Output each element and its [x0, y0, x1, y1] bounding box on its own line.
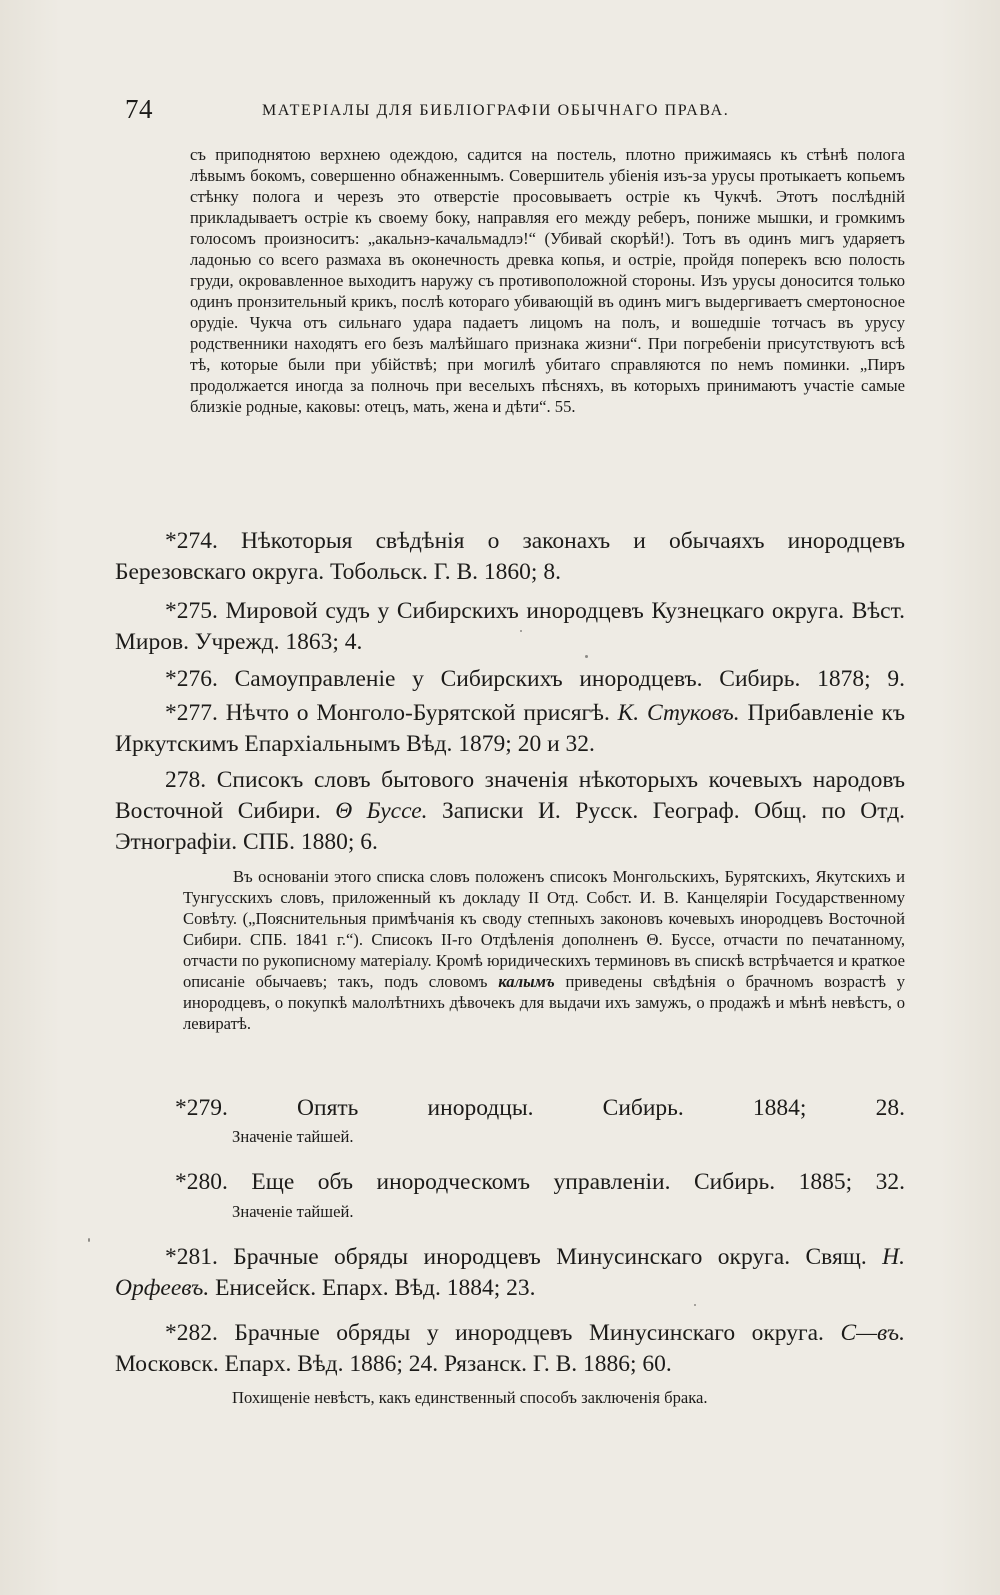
entry-author: С—въ. — [840, 1320, 905, 1346]
entry-280 — [125, 1167, 905, 1198]
entry-text: Мировой судъ у Сибирскихъ инородцевъ Кузнецкаго округа. Вѣст. Миров. Учрежд. 1863; 4. — [115, 598, 905, 655]
entry-text: Брачные обряды у инородцевъ Минусинскаго округа. — [234, 1320, 824, 1346]
entry-text: Еще объ инородческомъ управленіи. Сибирь. 1885; 32. — [251, 1169, 906, 1195]
print-speck — [585, 655, 588, 658]
entry-number: *281. — [165, 1244, 218, 1270]
entry-source: Прибавленіе къ Иркутскимъ Епархіальнымъ Вѣд. 1879; 20 и 32. — [115, 700, 906, 757]
entry-text: Самоуправленіе у Сибирскихъ инородцевъ. Сибирь. 1878; 9. — [234, 666, 905, 692]
continuation-paragraph: съ приподнятою верхнею одеждою, садится на постель, плотно прижимаясь къ стѣнѣ полога лѣвымъ бокомъ, совершенно обнаженнымъ. Совершитель убіенія изъ-за урусы протыкаетъ копьемъ стѣнку полога и черезъ это отверстіе просовываетъ остріе къ Чукчѣ. Этотъ послѣдній прикладываетъ остріе къ своему боку, направляя его между реберъ, пониже мышки, и громкимъ голосомъ произноситъ: „акальнэ-качальмадлэ!“ (Убивай скорѣй!). Тотъ въ одинъ мигъ ударяетъ ладонью со всего размаха въ оконечность древка копья, и остріе, пройдя поперекъ всю полость груди, окровавленное выходитъ наружу съ противоположной стороны. Изъ урусы доносится только одинъ пронзительный крикъ, послѣ котораго убивающій въ одинъ мигъ выдергиваетъ смертоносное орудіе. Чукча отъ сильнаго удара падаетъ лицомъ на полъ, и вошедшіе тотчасъ въ урусу родственники находятъ его безъ малѣйшаго признака жизни“. При погребеніи присутствуютъ всѣ тѣ, которые были при убійствѣ; при могилѣ убитаго справляются по немъ поминки. „Пиръ продолжается иногда за полночь при веселыхъ пѣсняхъ, въ которыхъ принимаютъ участіе самые близкіе родные, каковы: отецъ, мать, жена и дѣти“. 55. — [190, 145, 905, 416]
entry-282 — [115, 1318, 905, 1380]
entry-number: *280. — [175, 1169, 228, 1195]
print-speck — [694, 1304, 696, 1306]
entry-277 — [115, 698, 905, 760]
entry-number: 278. — [165, 767, 207, 793]
entry-author: К. Стуковъ. — [617, 700, 740, 726]
print-speck — [88, 1238, 90, 1242]
note-text: Въ основаніи этого списка словъ положенъ списокъ Монгольскихъ, Бурятскихъ, Якутскихъ и Тунгусскихъ словъ, приложенный къ докладу II Отд. Собст. И. В. Канцеляріи Государственному Совѣту. („Пояснительныя примѣчанія къ своду степныхъ законовъ кочевыхъ инородцевъ Восточной Сибири. СПБ. 1841 г.“). Списокъ II-го Отдѣленія дополненъ Θ. Буссе, отчасти по печатанному, отчасти по рукописному матеріалу. Кромѣ юридическихъ терминовъ въ спискѣ встрѣчается и краткое описаніе обычаевъ; такъ, подъ словомъ — [183, 867, 905, 991]
entry-number: *282. — [165, 1320, 218, 1346]
entry-279 — [125, 1093, 905, 1124]
entry-281 — [115, 1242, 905, 1304]
entry-author: Н. Орфеевъ. — [115, 1244, 906, 1301]
entry-number: *274. — [165, 528, 218, 554]
page-number: 74 — [125, 94, 153, 124]
entry-author: Θ Буссе. — [335, 798, 428, 824]
entry-text: Опять инородцы. Сибирь. 1884; 28. — [297, 1095, 906, 1121]
entry-279-note: Значеніе тайшей. — [232, 1127, 354, 1146]
entry-278-note — [183, 866, 905, 1034]
entry-text: Нѣчто о Монголо-Бурятской присягѣ. — [225, 700, 610, 726]
note-text-continued: приведены свѣдѣнія о брачномъ возрастѣ у инородцевъ, о покупкѣ малолѣтнихъ дѣвочекъ для выдачи ихъ замужъ, о продажѣ и мѣнѣ невѣстъ, о левиратѣ. — [183, 972, 906, 1033]
entry-number: *277. — [165, 700, 218, 726]
entry-text: Нѣкоторыя свѣдѣнія о законахъ и обычаяхъ инородцевъ Березовскаго округа. Тобольск. Г. В. 1860; 8. — [115, 528, 906, 585]
entry-source: Енисейск. Епарх. Вѣд. 1884; 23. — [215, 1275, 536, 1301]
page-header — [125, 94, 915, 130]
entry-source: Московск. Епарх. Вѣд. 1886; 24. Рязанск. Г. В. 1886; 60. — [115, 1351, 672, 1377]
entry-number: *276. — [165, 666, 218, 692]
note-term: калымъ — [498, 972, 555, 991]
entry-275 — [115, 596, 905, 658]
entry-source: Записки И. Русск. Географ. Общ. по Отд. Этнографіи. СПБ. 1880; 6. — [115, 798, 906, 855]
entry-278 — [115, 765, 905, 858]
entry-276 — [115, 664, 905, 695]
entry-text: Брачные обряды инородцевъ Минусинскаго округа. Свящ. — [233, 1244, 867, 1270]
print-speck — [520, 630, 522, 632]
entry-282-note: Похищеніе невѣстъ, какъ единственный способъ заключенія брака. — [232, 1388, 708, 1407]
entry-number: *275. — [165, 598, 218, 624]
entry-280-note: Значеніе тайшей. — [232, 1202, 354, 1221]
entry-274 — [115, 526, 905, 588]
entry-text: Списокъ словъ бытового значенія нѣкоторыхъ кочевыхъ народовъ Восточной Сибири. — [115, 767, 905, 824]
running-title: МАТЕРІАЛЫ ДЛЯ БИБЛІОГРАФІИ ОБЫЧНАГО ПРАВА. — [262, 102, 730, 119]
entry-number: *279. — [175, 1095, 228, 1121]
